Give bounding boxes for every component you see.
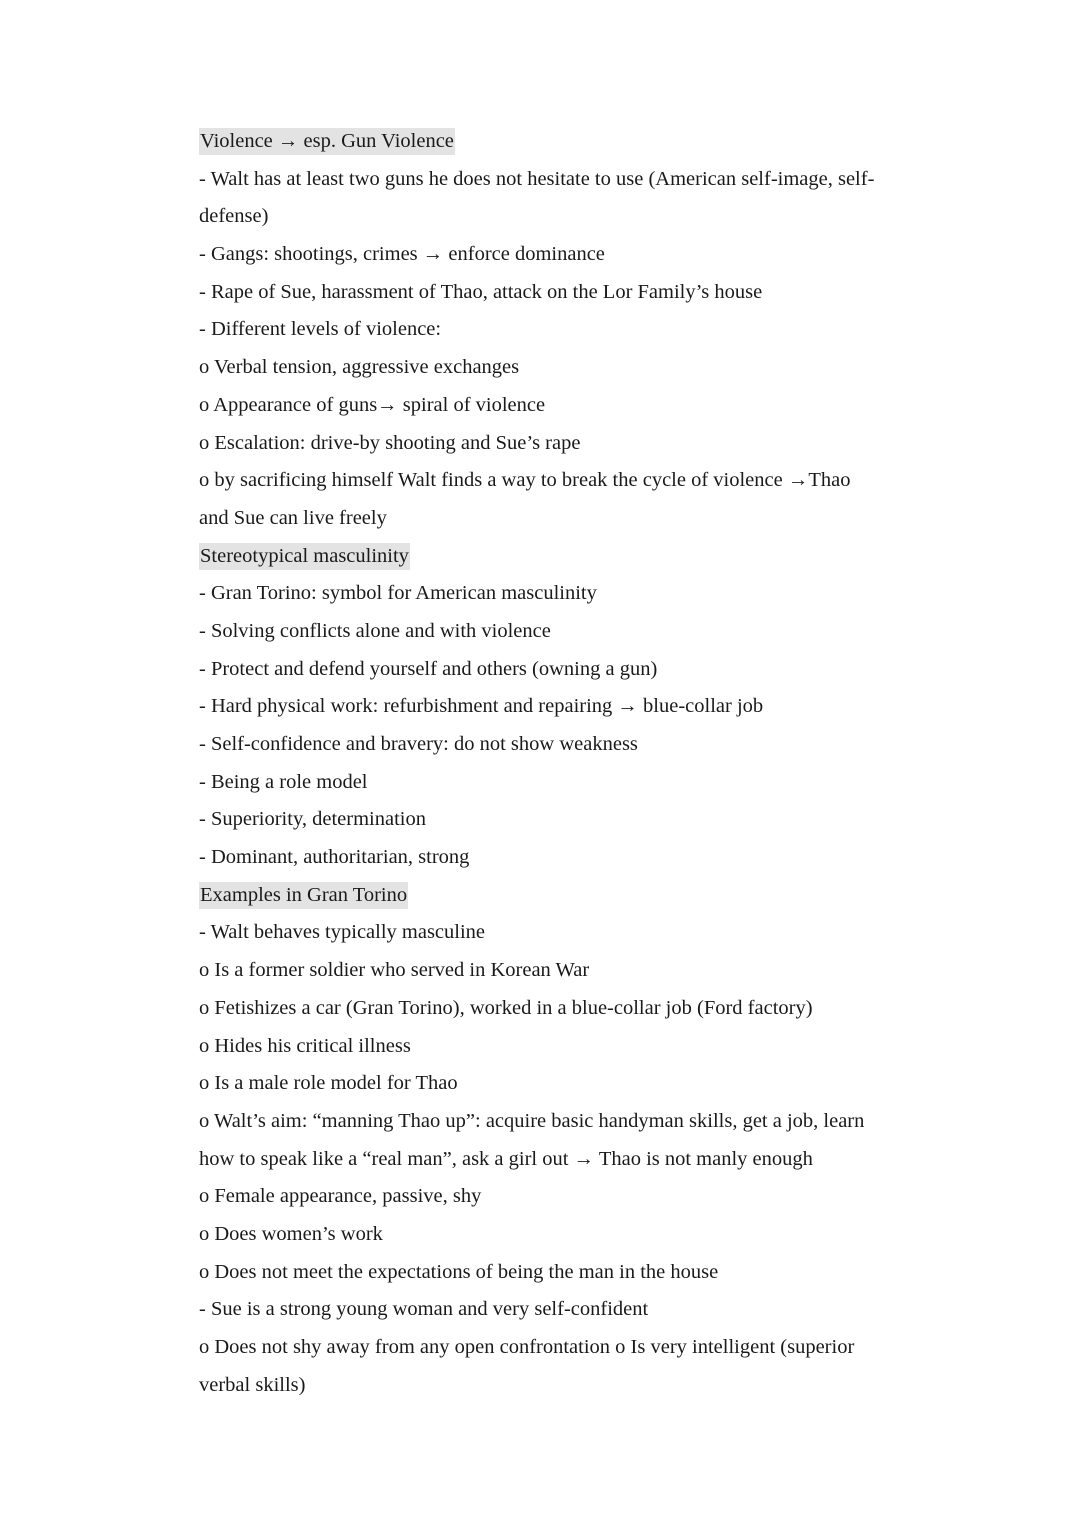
text-line: o Hides his critical illness [199,1034,411,1057]
text-line: defense) [199,205,269,228]
text-line: o Is a former soldier who served in Korean War [199,959,590,982]
text-line: - Dominant, authoritarian, strong [199,846,470,869]
text-line: - Protect and defend yourself and others (owning a gun) [199,657,658,680]
text-line: o Does not meet the expectations of being the man in the house [199,1260,719,1283]
text-line: - Being a role model [199,770,368,793]
text-line: - Gangs: shootings, crimes → enforce dominance [199,243,605,266]
text-line: o Does not shy away from any open confrontation o Is very intelligent (superior [199,1336,855,1358]
text-line: o Verbal tension, aggressive exchanges [199,356,520,379]
section-heading-masculinity: Stereotypical masculinity [199,538,939,576]
text-line: o Walt’s aim: “manning Thao up”: acquire basic handyman skills, get a job, learn [199,1109,865,1132]
text-line: - Walt has at least two guns he does not hesitate to use (American self-image, self- [199,167,875,190]
text-line: o by sacrificing himself Walt finds a way to break the cycle of violence →Thao [199,469,851,492]
text-line: - Sue is a strong young woman and very self-confident [199,1298,649,1321]
text-line: and Sue can live freely [199,506,387,529]
text-line: o Is a male role model for Thao [199,1072,458,1095]
text-line: - Superiority, determination [199,808,426,831]
text-line: - Different levels of violence: [199,318,442,341]
text-line: - Rape of Sue, harassment of Thao, attack on the Lor Family’s house [199,280,763,303]
text-line: o Appearance of guns→ spiral of violence [199,393,546,416]
text-line: - Gran Torino: symbol for American masculinity [199,582,597,605]
section-heading-examples: Examples in Gran Torino [199,877,939,915]
text-line: - Solving conflicts alone and with violence [199,619,551,642]
document-page [199,123,939,1404]
text-line: o Fetishizes a car (Gran Torino), worked in a blue-collar job (Ford factory) [199,996,813,1019]
text-line: - Walt behaves typically masculine [199,921,486,944]
text-line: verbal skills) [199,1373,306,1396]
text-line: o Escalation: drive-by shooting and Sue’s rape [199,431,581,454]
text-line: how to speak like a “real man”, ask a girl out → Thao is not manly enough [199,1147,813,1170]
text-line: o Does women’s work [199,1222,383,1245]
text-line: - Self-confidence and bravery: do not show weakness [199,733,638,755]
text-line: - Hard physical work: refurbishment and repairing → blue-collar job [199,695,764,718]
text-line: o Female appearance, passive, shy [199,1185,482,1208]
section-heading-violence: Violence → esp. Gun Violence [199,123,939,161]
